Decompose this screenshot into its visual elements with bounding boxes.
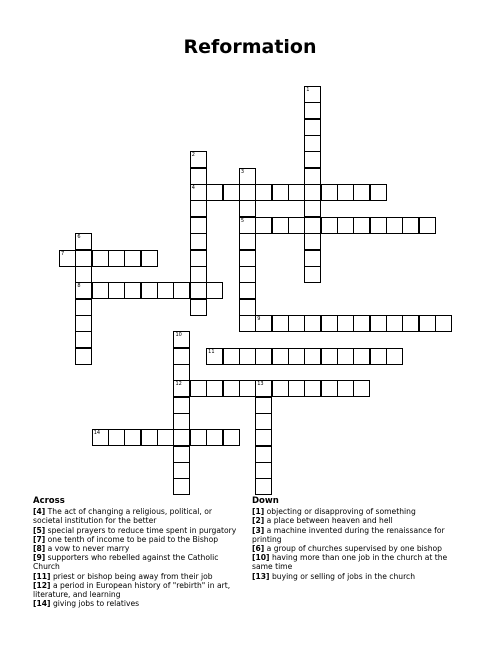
grid-cell[interactable] xyxy=(190,168,207,185)
grid-cell[interactable] xyxy=(370,348,387,365)
down-heading: Down xyxy=(252,496,279,506)
clue-number: [9] xyxy=(33,553,46,563)
clue-down-2 xyxy=(252,516,467,525)
grid-cell[interactable] xyxy=(75,266,92,283)
grid-cell[interactable] xyxy=(288,315,305,332)
grid-cell[interactable] xyxy=(239,200,256,217)
grid-cell[interactable] xyxy=(386,348,403,365)
grid-cell[interactable] xyxy=(288,217,305,234)
grid-cell[interactable] xyxy=(124,429,141,446)
clue-across-12 xyxy=(33,581,238,599)
clue-number-label: 1 xyxy=(306,87,310,93)
clue-number-label: 11 xyxy=(208,348,215,355)
grid-cell[interactable] xyxy=(337,315,354,332)
grid-cell[interactable] xyxy=(190,200,207,217)
clue-number-label: 3 xyxy=(240,168,245,175)
grid-cell[interactable] xyxy=(255,184,272,201)
grid-cell[interactable] xyxy=(173,446,190,463)
clue-text: giving jobs to relatives xyxy=(52,599,140,609)
grid-cell[interactable] xyxy=(206,429,223,446)
grid-cell[interactable] xyxy=(190,250,207,267)
clue-number-label: 5 xyxy=(240,217,245,224)
clue-text: a machine invented during the renaissance for printing xyxy=(252,525,445,544)
grid-cell[interactable] xyxy=(255,217,272,234)
grid-cell[interactable] xyxy=(304,348,321,365)
grid-cell[interactable] xyxy=(402,315,419,332)
grid-cell[interactable] xyxy=(108,282,125,299)
clue-number: [10] xyxy=(252,553,270,563)
clue-across-8 xyxy=(33,544,238,553)
clue-number-label: 13 xyxy=(257,381,264,388)
grid-cell[interactable] xyxy=(239,266,256,283)
grid-cell[interactable] xyxy=(255,315,272,332)
grid-cell[interactable] xyxy=(124,282,141,299)
clue-number: [2] xyxy=(252,516,265,526)
grid-cell[interactable] xyxy=(255,429,272,446)
clue-text: a group of churches supervised by one bishop xyxy=(266,544,442,554)
grid-cell[interactable] xyxy=(288,380,305,397)
clue-text: The act of changing a religious, political, or societal institution for the better xyxy=(33,507,212,526)
clue-down-6 xyxy=(252,544,467,553)
grid-cell[interactable] xyxy=(206,348,223,365)
grid-cell[interactable] xyxy=(206,380,223,397)
clue-number: [12] xyxy=(33,580,51,590)
grid-cell[interactable] xyxy=(157,282,174,299)
clue-text: one tenth of income to be paid to the Bishop xyxy=(47,534,219,544)
grid-cell[interactable] xyxy=(321,380,338,397)
grid-cell[interactable] xyxy=(255,348,272,365)
grid-cell[interactable] xyxy=(239,168,256,185)
grid-cell[interactable] xyxy=(435,315,452,332)
grid-cell[interactable] xyxy=(353,184,370,201)
grid-cell[interactable] xyxy=(419,315,436,332)
clue-number-label: 7 xyxy=(61,250,65,257)
grid-cell[interactable] xyxy=(173,282,190,299)
clue-number: [7] xyxy=(33,534,46,544)
grid-cell[interactable] xyxy=(337,184,354,201)
clue-number: [6] xyxy=(252,544,265,554)
grid-cell[interactable] xyxy=(239,282,256,299)
clue-number: [1] xyxy=(252,507,265,517)
grid-cell[interactable] xyxy=(272,217,289,234)
grid-cell[interactable] xyxy=(75,348,92,365)
clue-down-1 xyxy=(252,507,467,516)
grid-cell[interactable] xyxy=(75,282,92,299)
grid-cell[interactable] xyxy=(206,184,223,201)
grid-cell[interactable] xyxy=(223,348,240,365)
grid-cell[interactable] xyxy=(190,380,207,397)
grid-cell[interactable] xyxy=(124,250,141,267)
across-heading: Across xyxy=(33,496,65,506)
clue-across-14 xyxy=(33,599,238,608)
grid-cell[interactable] xyxy=(321,348,338,365)
grid-cell[interactable] xyxy=(304,266,321,283)
grid-cell[interactable] xyxy=(370,217,387,234)
clue-number-label: 4 xyxy=(191,185,195,192)
grid-cell[interactable] xyxy=(92,250,109,267)
clue-number-label: 12 xyxy=(175,381,182,388)
grid-cell[interactable] xyxy=(304,315,321,332)
grid-cell[interactable] xyxy=(173,380,190,397)
grid-cell[interactable] xyxy=(337,348,354,365)
grid-cell[interactable] xyxy=(206,282,223,299)
grid-cell[interactable] xyxy=(141,250,158,267)
grid-cell[interactable] xyxy=(75,250,92,267)
clue-number: [8] xyxy=(33,544,46,554)
grid-cell[interactable] xyxy=(272,380,289,397)
grid-cell[interactable] xyxy=(173,348,190,365)
clue-text: priest or bishop being away from their job xyxy=(52,571,213,581)
grid-cell[interactable] xyxy=(304,102,321,119)
grid-cell[interactable] xyxy=(75,233,92,250)
clue-number-label: 9 xyxy=(257,315,261,322)
clue-number: [11] xyxy=(33,571,51,581)
grid-cell[interactable] xyxy=(353,380,370,397)
grid-cell[interactable] xyxy=(370,184,387,201)
grid-cell[interactable] xyxy=(353,348,370,365)
grid-cell[interactable] xyxy=(190,429,207,446)
grid-cell[interactable] xyxy=(288,184,305,201)
grid-cell[interactable] xyxy=(321,217,338,234)
grid-cell[interactable] xyxy=(321,315,338,332)
grid-cell[interactable] xyxy=(141,429,158,446)
grid-cell[interactable] xyxy=(288,348,305,365)
grid-cell[interactable] xyxy=(239,348,256,365)
grid-cell[interactable] xyxy=(337,217,354,234)
grid-cell[interactable] xyxy=(304,119,321,136)
grid-cell[interactable] xyxy=(173,331,190,348)
clue-across-11 xyxy=(33,572,238,581)
clue-text: having more than one job in the church at the same time xyxy=(252,553,448,572)
grid-cell[interactable] xyxy=(255,380,272,397)
clue-down-3 xyxy=(252,526,467,544)
grid-cell[interactable] xyxy=(239,315,256,332)
clue-number: [3] xyxy=(252,525,265,535)
grid-cell[interactable] xyxy=(173,462,190,479)
grid-cell[interactable] xyxy=(239,380,256,397)
grid-cell[interactable] xyxy=(321,184,338,201)
down-clues xyxy=(252,497,467,581)
grid-cell[interactable] xyxy=(223,184,240,201)
grid-cell[interactable] xyxy=(190,217,207,234)
grid-cell[interactable] xyxy=(304,380,321,397)
grid-cell[interactable] xyxy=(75,315,92,332)
grid-cell[interactable] xyxy=(173,413,190,430)
clue-across-9 xyxy=(33,553,238,571)
across-clues xyxy=(33,497,238,608)
clue-number-label: 14 xyxy=(93,430,101,437)
clue-across-7 xyxy=(33,535,238,544)
grid-cell[interactable] xyxy=(190,266,207,283)
grid-cell[interactable] xyxy=(75,331,92,348)
grid-cell[interactable] xyxy=(173,364,190,381)
grid-cell[interactable] xyxy=(223,429,240,446)
grid-cell[interactable] xyxy=(255,478,272,495)
grid-cell[interactable] xyxy=(272,184,289,201)
grid-cell[interactable] xyxy=(239,233,256,250)
grid-cell[interactable] xyxy=(92,429,109,446)
grid-cell[interactable] xyxy=(304,86,321,103)
grid-cell[interactable] xyxy=(239,217,256,234)
grid-cell[interactable] xyxy=(353,315,370,332)
clue-number: [14] xyxy=(33,599,51,609)
grid-cell[interactable] xyxy=(272,315,289,332)
clue-text: a place between heaven and hell xyxy=(266,516,393,526)
grid-cell[interactable] xyxy=(386,315,403,332)
grid-cell[interactable] xyxy=(402,217,419,234)
grid-cell[interactable] xyxy=(190,282,207,299)
grid-cell[interactable] xyxy=(173,397,190,414)
grid-cell[interactable] xyxy=(190,184,207,201)
grid-cell[interactable] xyxy=(190,233,207,250)
grid-cell[interactable] xyxy=(239,250,256,267)
clue-number: [5] xyxy=(33,525,46,535)
grid-cell[interactable] xyxy=(190,299,207,316)
grid-cell[interactable] xyxy=(239,299,256,316)
clue-number: [4] xyxy=(33,507,46,517)
clue-down-10 xyxy=(252,553,467,571)
clue-text: supporters who rebelled against the Catholic Church xyxy=(33,553,219,572)
grid-cell[interactable] xyxy=(419,217,436,234)
grid-cell[interactable] xyxy=(386,217,403,234)
grid-cell[interactable] xyxy=(173,478,190,495)
grid-cell[interactable] xyxy=(304,184,321,201)
grid-cell[interactable] xyxy=(304,250,321,267)
grid-cell[interactable] xyxy=(304,200,321,217)
grid-cell[interactable] xyxy=(141,282,158,299)
clue-text: buying or selling of jobs in the church xyxy=(271,571,416,581)
grid-cell[interactable] xyxy=(108,250,125,267)
grid-cell[interactable] xyxy=(92,282,109,299)
clue-number: [13] xyxy=(252,571,270,581)
grid-cell[interactable] xyxy=(108,429,125,446)
clue-number-label: 2 xyxy=(191,152,195,159)
grid-cell[interactable] xyxy=(157,429,174,446)
clue-down-13 xyxy=(252,572,467,581)
grid-cell[interactable] xyxy=(255,446,272,463)
clue-text: a period in European history of "rebirth" in art, literature, and learning xyxy=(33,580,231,600)
grid-cell[interactable] xyxy=(255,462,272,479)
clue-text: special prayers to reduce time spent in purgatory xyxy=(47,525,237,535)
grid-cell[interactable] xyxy=(190,151,207,168)
grid-cell[interactable] xyxy=(304,233,321,250)
grid-cell[interactable] xyxy=(59,250,76,267)
grid-cell[interactable] xyxy=(304,135,321,152)
grid-cell[interactable] xyxy=(223,380,240,397)
grid-cell[interactable] xyxy=(304,151,321,168)
grid-cell[interactable] xyxy=(255,397,272,414)
grid-cell[interactable] xyxy=(255,413,272,430)
grid-cell[interactable] xyxy=(173,429,190,446)
clue-text: objecting or disapproving of something xyxy=(266,507,416,517)
clue-number-label: 8 xyxy=(77,283,81,290)
grid-cell[interactable] xyxy=(337,380,354,397)
grid-cell[interactable] xyxy=(75,299,92,316)
clue-number-label: 6 xyxy=(77,234,81,241)
grid-cell[interactable] xyxy=(304,217,321,234)
clue-number-label: 10 xyxy=(175,332,182,339)
grid-cell[interactable] xyxy=(353,217,370,234)
grid-cell[interactable] xyxy=(304,168,321,185)
grid-cell[interactable] xyxy=(239,184,256,201)
clue-text: a vow to never marry xyxy=(47,544,130,554)
clue-across-5 xyxy=(33,526,238,535)
clue-across-4 xyxy=(33,507,238,525)
grid-cell[interactable] xyxy=(370,315,387,332)
grid-cell[interactable] xyxy=(272,348,289,365)
puzzle-title: Reformation xyxy=(183,36,317,58)
